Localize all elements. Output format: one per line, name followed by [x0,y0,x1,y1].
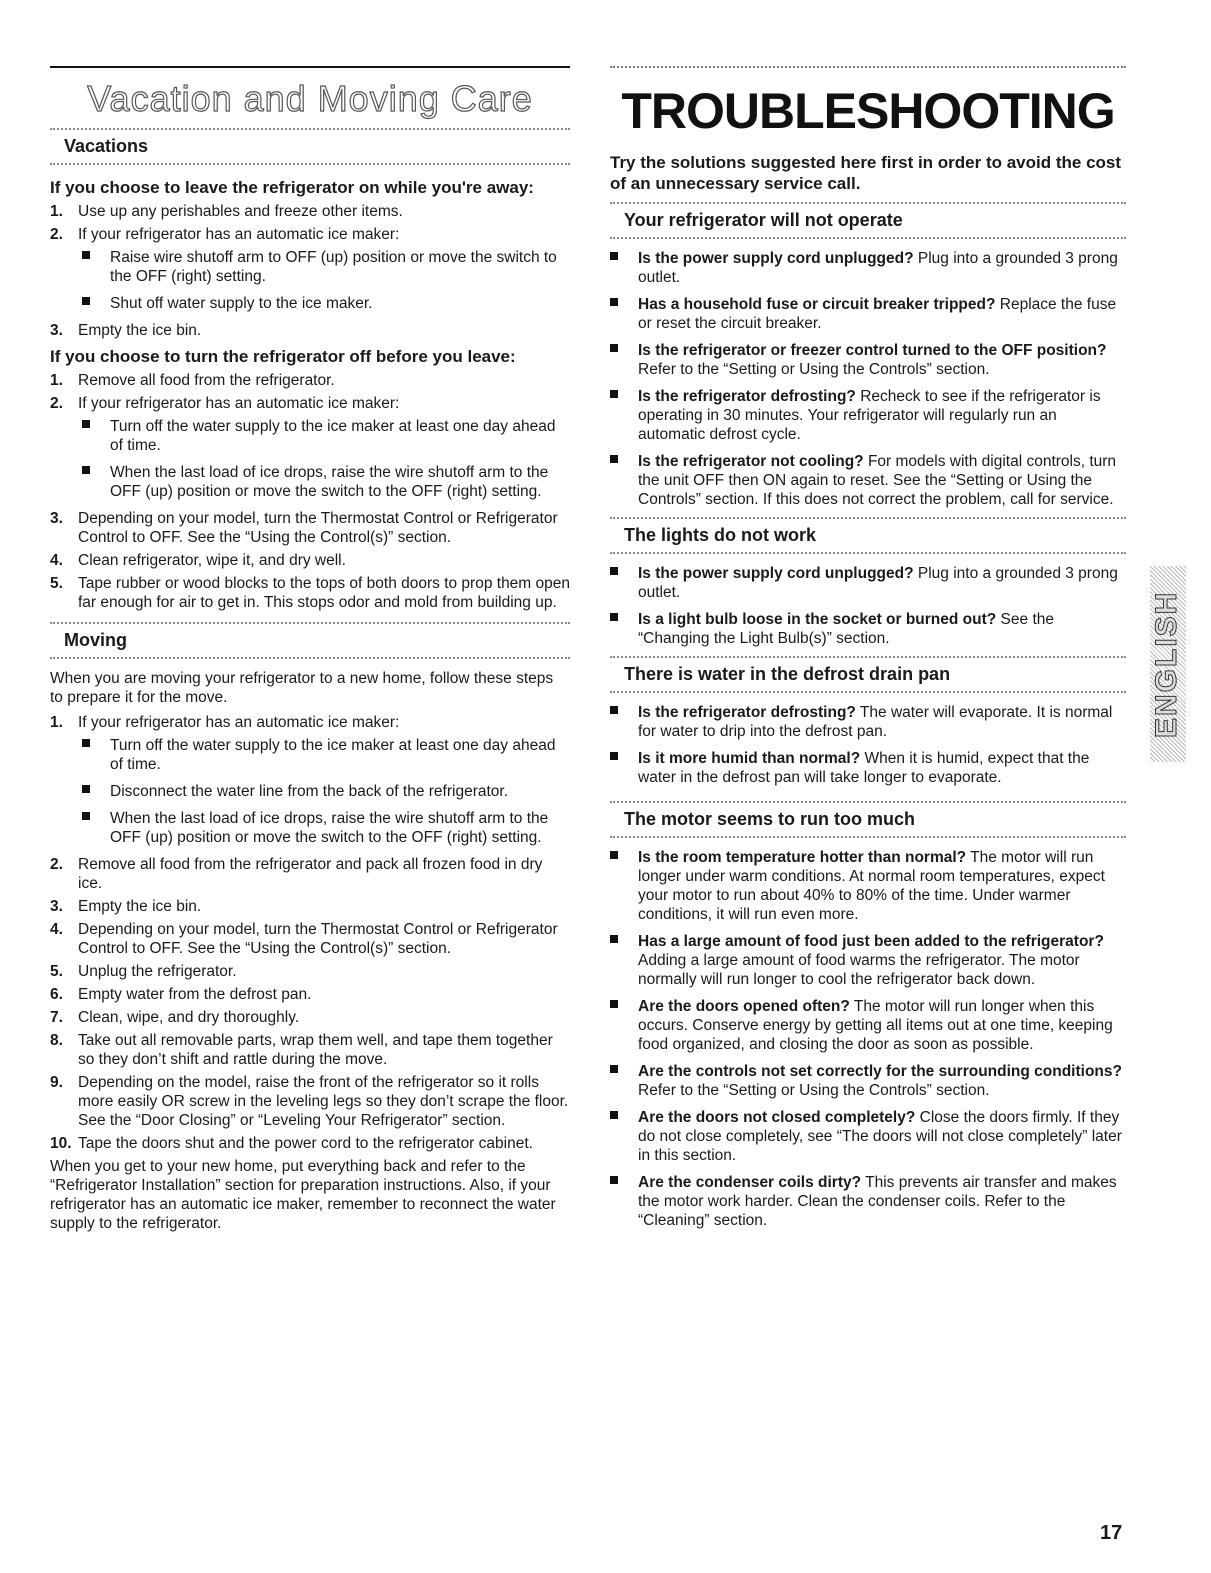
list-item: When the last load of ice drops, raise the wire shutoff arm to the OFF (up) position or move the switch to the OFF (right) setting. [78,809,570,847]
troubleshooting-lead: Try the solutions suggested here first in order to avoid the cost of an unnecessary service call. [610,153,1122,193]
page-number: 17 [1100,1522,1123,1544]
list-item: 1. Use up any perishables and freeze other items. [50,203,403,220]
list-item: Is the power supply cord unplugged? Plug into a grounded 3 prong outlet. [610,564,1126,602]
list-item: 8. Take out all removable parts, wrap them well, and tape them together so they don’t shift and rattle during the move. [50,1032,553,1068]
section-lights [610,517,1126,648]
list-item: 4. Clean refrigerator, wipe it, and dry well. [50,552,346,569]
list-item: 5. Unplug the refrigerator. [50,963,237,980]
list-item: 2. Remove all food from the refrigerator and pack all frozen food in dry ice. [50,856,543,892]
list-item: Is a light bulb loose in the socket or burned out? See the “Changing the Light Bulb(s)” section. [610,610,1126,648]
list-item: Turn off the water supply to the ice maker at least one day ahead of time. [78,736,570,774]
section-not-operate [610,202,1126,509]
list-item: Are the controls not set correctly for the surrounding conditions? Refer to the “Setting or Using the Controls” section. [610,1062,1126,1100]
section-defrost-pan [610,656,1126,787]
list-item: Is it more humid than normal? When it is humid, expect that the water in the defrost pan will take longer to evaporate. [610,749,1126,787]
list-item: Is the room temperature hotter than normal? The motor will run longer under warm conditions. At normal room temperatures, expect your motor to run about 40% to 80% of the time. Under warmer conditions, it will run even more. [610,848,1126,924]
list-item: 5. Tape rubber or wood blocks to the tops of both doors to prop them open far enough for air to get in. This stops odor and mold from building up. [50,575,571,611]
section-heading: Your refrigerator will not operate [624,210,903,230]
list-item: 10. Tape the doors shut and the power cord to the refrigerator cabinet. [50,1135,533,1152]
moving-intro: When you are moving your refrigerator to a new home, follow these steps to prepare it for the move. [50,670,554,706]
moving-heading: Moving [64,630,127,650]
list-item: When the last load of ice drops, raise the wire shutoff arm to the OFF (up) position or move the switch to the OFF (right) setting. [78,463,570,501]
leave-on-heading: If you choose to leave the refrigerator on while you're away: [50,178,534,197]
list-item: Is the refrigerator defrosting? Recheck to see if the refrigerator is operating in 30 minutes. Your refrigerator will regularly run an automatic defrost cycle. [610,387,1126,444]
list-item: 7. Clean, wipe, and dry thoroughly. [50,1009,300,1026]
top-rule [50,66,570,68]
moving-closing: When you get to your new home, put everything back and refer to the “Refrigerator Installation” section for preparation instructions. Also, if your refrigerator has an automatic ice maker, remember to reconnect the water supply to the refrigerator. [50,1158,556,1232]
list-item: 3. Depending on your model, turn the Thermostat Control or Refrigerator Control to OFF. See the “Using the Control(s)” section. [50,510,558,546]
list-item: 2. If your refrigerator has an automatic ice maker: [50,395,400,412]
turn-off-heading: If you choose to turn the refrigerator off before you leave: [50,347,516,366]
list-item: Has a household fuse or circuit breaker tripped? Replace the fuse or reset the circuit breaker. [610,295,1126,333]
list-item: Is the refrigerator defrosting? The water will evaporate. It is normal for water to drip into the defrost pan. [610,703,1126,741]
vacations-heading: Vacations [64,136,149,156]
list-item: Are the condenser coils dirty? This prevents air transfer and makes the motor work harder. Clean the condenser coils. Refer to the “Cleaning” section. [610,1173,1126,1230]
page-title: TROUBLESHOOTING [621,83,1115,139]
section-heading: The motor seems to run too much [624,809,916,829]
leave-on-steps [50,202,570,244]
list-item: 1. If your refrigerator has an automatic ice maker: [50,714,400,731]
list-item: 6. Empty water from the defrost pan. [50,986,312,1003]
list-item: 2. If your refrigerator has an automatic ice maker: [50,226,400,243]
section-heading: There is water in the defrost drain pan [624,664,951,684]
section-title: Vacation and Moving Care [87,78,533,119]
list-item: Are the doors opened often? The motor will run longer when this occurs. Conserve energy by getting all items out at one time, keeping food organized, and closing the door as soon as possible. [610,997,1126,1054]
top-dotted-rule [610,66,1126,68]
language-tab-label: ENGLISH [1150,590,1183,738]
list-item: Raise wire shutoff arm to OFF (up) position or move the switch to the OFF (right) setting. [78,248,570,286]
list-item: 4. Depending on your model, turn the Thermostat Control or Refrigerator Control to OFF. See the “Using the Control(s)” section. [50,921,558,957]
list-item: Is the power supply cord unplugged? Plug into a grounded 3 prong outlet. [610,249,1126,287]
list-item: Are the doors not closed completely? Close the doors firmly. If they do not close completely, see “The doors will not close completely” later in this section. [610,1108,1126,1165]
list-item: Is the refrigerator or freezer control turned to the OFF position? Refer to the “Setting or Using the Controls” section. [610,341,1126,379]
list-item: Is the refrigerator not cooling? For models with digital controls, turn the unit OFF then ON again to reset. See the “Setting or Using the Controls” section. If this does not correct the problem, call for service. [610,452,1126,509]
list-item: Disconnect the water line from the back of the refrigerator. [78,782,570,801]
section-heading: The lights do not work [624,525,816,545]
list-item: Has a large amount of food just been added to the refrigerator? Adding a large amount of food warms the refrigerator. The motor normally will run longer to cool the refrigerator back down. [610,932,1126,989]
list-item: 3. Empty the ice bin. [50,898,202,915]
vacation-moving-column [50,128,570,1239]
list-item: 1. Remove all food from the refrigerator. [50,372,335,389]
troubleshooting-column [610,152,1126,1238]
list-item: Shut off water supply to the ice maker. [78,294,570,313]
section-motor [610,801,1126,1230]
list-item: 9. Depending on the model, raise the front of the refrigerator so it rolls more easily OR screw in the leveling legs so they don’t scrape the floor. See the “Door Closing” or “Leveling Your Refrigerator” section. [50,1074,569,1129]
list-item: Turn off the water supply to the ice maker at least one day ahead of time. [78,417,570,455]
list-item: 3. Empty the ice bin. [50,322,202,339]
leave-on-bullets [78,248,570,313]
